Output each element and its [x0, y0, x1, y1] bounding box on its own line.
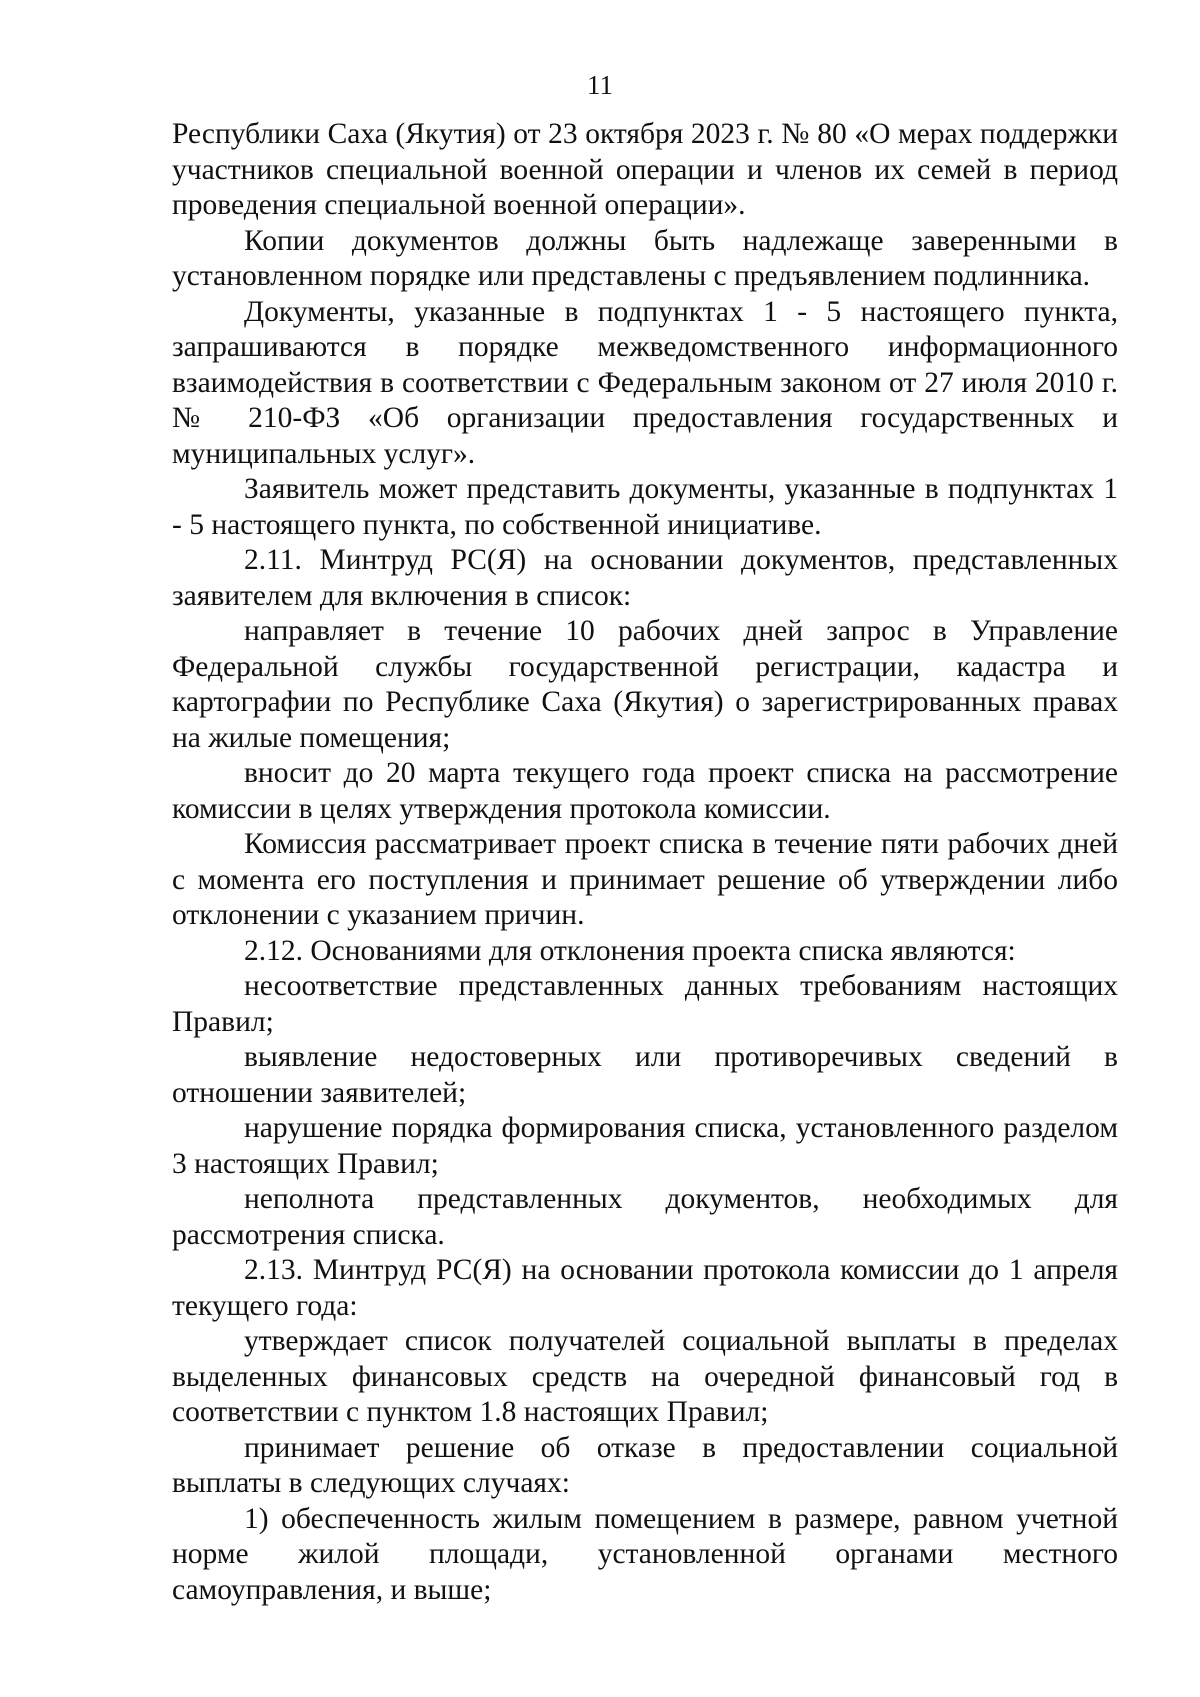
paragraph-decree-reference: Республики Саха (Якутия) от 23 октября 2023 г. № 80 «О мерах поддержки участников специальной военной операции и членов их семей в период проведения специальной военной операции». [172, 118, 1118, 221]
paragraph-registry-request: направляет в течение 10 рабочих дней запрос в Управление Федеральной службы государственной регистрации, кадастра и картографии по Республике Саха (Якутия) о зарегистрированных правах на жилые помещения; [172, 615, 1118, 754]
paragraph-own-initiative: Заявитель может представить документы, указанные в подпунктах 1 - 5 настоящего пункта, по собственной инициативе. [172, 473, 1118, 541]
paragraph-list-submission: вносит до 20 марта текущего года проект списка на рассмотрение комиссии в целях утверждения протокола комиссии. [172, 757, 1118, 825]
paragraph-rejection-incomplete: неполнота представленных документов, необходимых для рассмотрения списка. [172, 1183, 1118, 1251]
paragraph-section-2-13: 2.13. Минтруд РС(Я) на основании протокола комиссии до 1 апреля текущего года: [172, 1254, 1118, 1322]
paragraph-rejection-procedure: нарушение порядка формирования списка, установленного разделом 3 настоящих Правил; [172, 1112, 1118, 1180]
page-number: 11 [587, 70, 613, 100]
paragraph-refusal-case-1: 1) обеспеченность жилым помещением в размере, равном учетной норме жилой площади, установленной органами местного самоуправления, и выше; [172, 1502, 1118, 1606]
paragraph-document-copies: Копии документов должны быть надлежаще заверенными в установленном порядке или представлены с предъявлением подлинника. [172, 224, 1118, 292]
paragraph-refusal-decision: принимает решение об отказе в предоставлении социальной выплаты в следующих случаях: [172, 1431, 1118, 1499]
paragraph-section-2-12: 2.12. Основаниями для отклонения проекта списка являются: [244, 934, 1016, 967]
paragraph-section-2-11: 2.11. Минтруд РС(Я) на основании документов, представленных заявителем для включения в список: [172, 544, 1118, 612]
paragraph-interagency-request: Документы, указанные в подпунктах 1 - 5 настоящего пункта, запрашиваются в порядке межведомственного информационного взаимодействия в соответствии с Федеральным законом от 27 июля 2010 г. № 210-ФЗ «Об организации предоставления государственных и муниципальных услуг». [172, 295, 1118, 470]
paragraph-rejection-false-data: выявление недостоверных или противоречивых сведений в отношении заявителей; [172, 1041, 1118, 1109]
paragraph-approve-list: утверждает список получателей социальной выплаты в пределах выделенных финансовых средств на очередной финансовый год в соответствии с пунктом 1.8 настоящих Правил; [172, 1325, 1118, 1428]
document-body [172, 117, 1118, 1608]
paragraph-commission-review: Комиссия рассматривает проект списка в течение пяти рабочих дней с момента его поступления и принимает решение об утверждении либо отклонении с указанием причин. [172, 828, 1118, 931]
paragraph-rejection-mismatch: несоответствие представленных данных требованиям настоящих Правил; [172, 970, 1118, 1038]
